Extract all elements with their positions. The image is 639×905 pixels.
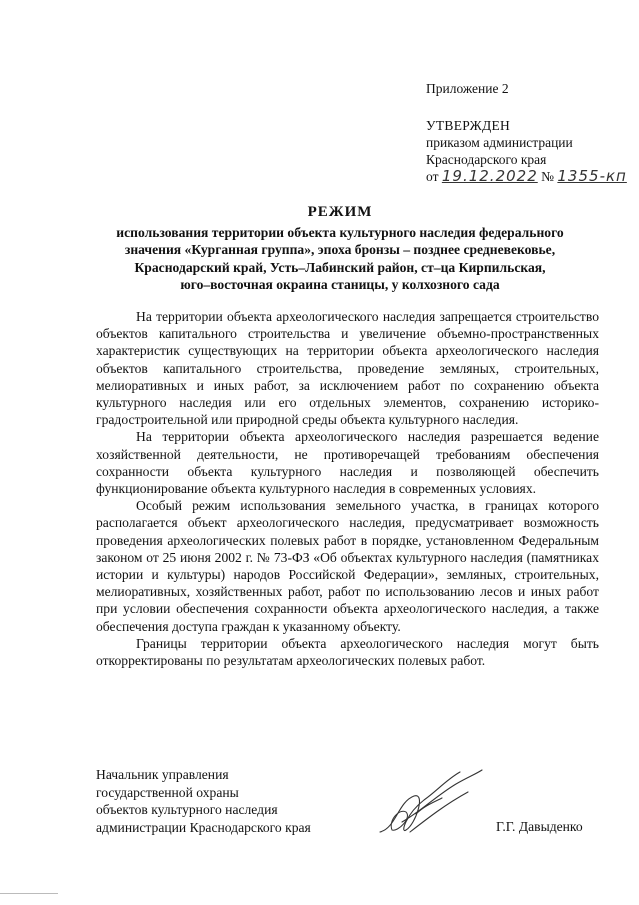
title-main: РЕЖИМ xyxy=(307,204,373,220)
paragraph-1: На территории объекта археологического наследия запрещается строительство объектов капитального строительства и увеличение объемно-пространственных характеристик существующих на территории объекта археологического наследия объектов капитального строительства, проведение земляных, строительных, мелиоративных и иных работ, за исключением работ по сохранению объекта культурного наследия или его отдельных элементов, сохранению историко-градостроительной или природной среды объекта культурного наследия. xyxy=(96,309,599,428)
title-line-1: использования территории объекта культурного наследия федерального xyxy=(116,224,564,240)
region-line: Краснодарского края xyxy=(426,152,547,167)
signer-position-line-4: администрации Краснодарского края xyxy=(96,819,311,835)
document-body xyxy=(96,308,599,669)
order-line: приказом администрации xyxy=(426,135,573,150)
signer-position-line-3: объектов культурного наследия xyxy=(96,802,278,818)
paragraph-2: На территории объекта археологического наследия разрешается ведение хозяйственной деятельности, не противоречащей требованиям обеспечения сохранности объекта культурного наследия и позволяющей обеспечить функционирование объекта культурного наследия в современных условиях. xyxy=(96,429,599,497)
date-prefix: от xyxy=(426,169,439,184)
date-number-line xyxy=(426,168,626,185)
title-line-3: Краснодарский край, Усть–Лабинский район, ст–ца Кирпильская, xyxy=(134,259,546,275)
approved-heading: УТВЕРЖДЕН xyxy=(426,118,511,133)
handwritten-date: 19.12.2022 xyxy=(441,167,538,185)
signer-name: Г.Г. Давыденко xyxy=(496,819,583,834)
handwritten-signature-icon xyxy=(376,762,486,842)
signer-position-line-1: Начальник управления xyxy=(96,767,229,782)
scan-edge-divider xyxy=(0,893,58,894)
appendix-label: Приложение 2 xyxy=(426,81,509,96)
signature-block xyxy=(96,766,599,836)
title-line-4: юго–восточная окраина станицы, у колхозного сада xyxy=(180,277,500,292)
title-line-2: значения «Курганная группа», эпоха бронзы – позднее средневековье, xyxy=(124,242,556,257)
signer-position xyxy=(96,766,356,836)
paragraph-4: Границы территории объекта археологического наследия могут быть откорректированы по результатам археологических полевых работ. xyxy=(96,635,599,669)
signer-position-line-2: государственной охраны xyxy=(96,784,239,800)
handwritten-number: 1355-кп xyxy=(557,167,627,185)
number-prefix: № xyxy=(541,169,555,184)
document-title xyxy=(80,204,600,294)
approval-block xyxy=(426,80,626,185)
paragraph-3: Особый режим использования земельного участка, в границах которого располагается объект археологического наследия, предусматривает возможность проведения археологических полевых работ в порядке, установленном Федеральным законом от 25 июня 2002 г. № 73-ФЗ «Об объектах культурного наследия (памятниках истории и культуры) народов Российской Федерации», земляных, строительных, мелиоративных, хозяйственных работ, работ по использованию лесов и иных работ при условии обеспечения сохранности объекта археологического наследия, а также обеспечения доступа граждан к указанному объекту. xyxy=(96,498,599,634)
